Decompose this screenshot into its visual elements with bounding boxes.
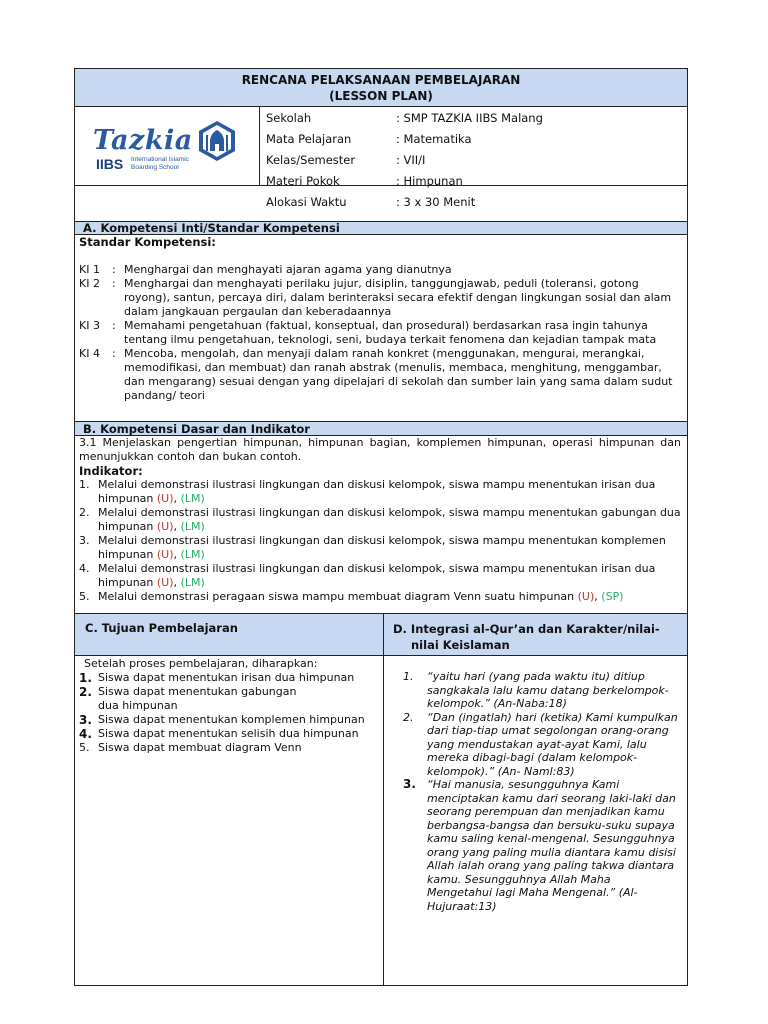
list-number: 5.	[79, 741, 90, 754]
list-item	[79, 506, 681, 534]
verse-text: “Hai manusia, sesungguhnya Kami menciptakan kamu dari seorang laki-laki dan seorang perempuan dan menjadikan kamu berbangsa-bangsa dan bersuku-suku supaya kamu saling kenal-mengenal. Sesungguhnya orang yang paling mulia diantara kamu disisi Allah ialah orang yang paling takwa diantara kamu. Sesungguhnya Allah Maha Mengetahui lagi Maha Mengenal.” (Al-Hujuraat:13)	[427, 778, 676, 913]
section-a-body	[75, 235, 687, 425]
objectives-intro: Setelah proses pembelajaran, diharapkan:	[84, 657, 318, 670]
section-c-title: C. Tujuan Pembelajaran	[85, 621, 238, 635]
lesson-plan-table	[74, 68, 688, 986]
section-cd-header	[75, 614, 687, 656]
section-d-title-line1: D. Integrasi al-Qur’an dan Karakter/nilai-	[393, 622, 660, 636]
section-d-title	[393, 621, 660, 653]
info-label: Kelas/Semester	[266, 153, 356, 167]
indicator-list	[79, 478, 681, 604]
section-cd-body	[75, 656, 687, 986]
logo-name: Tazkia	[93, 125, 193, 156]
list-item	[79, 685, 385, 713]
tag-separator: ,	[173, 548, 181, 561]
verse-text: “Dan (ingatlah) hari (ketika) Kami kumpulkan dari tiap-tiap umat segolongan orang-orang yang mendustakan ayat-ayat Kami, lalu mereka dibagi-bagi (dalam kelompok-kelompok).” (An- Naml:83)	[427, 710, 678, 778]
info-label: Sekolah	[266, 111, 312, 125]
list-item	[79, 713, 385, 727]
ki-item	[79, 319, 681, 347]
tag-sp: (SP)	[601, 590, 624, 603]
tag-u: (U)	[156, 548, 174, 561]
list-number: 4.	[79, 727, 92, 741]
tazkia-logo	[93, 125, 243, 177]
list-number: 2.	[79, 685, 92, 699]
info-value: : 3 x 30 Menit	[396, 195, 476, 209]
list-item	[79, 727, 385, 741]
ki-colon: :	[112, 277, 116, 290]
section-a-header	[75, 221, 687, 235]
list-number: 1.	[403, 670, 414, 683]
learning-objectives	[75, 656, 391, 755]
list-item	[403, 778, 679, 913]
tag-lm: (LM)	[180, 492, 205, 505]
list-number: 1.	[79, 671, 92, 685]
tag-separator: ,	[173, 576, 181, 589]
info-label: Mata Pelajaran	[266, 132, 352, 146]
objective-text: Siswa dapat membuat diagram Venn	[98, 741, 302, 754]
ki-code: KI 1	[79, 263, 100, 276]
page-title: RENCANA PELAKSANAAN PEMBELAJARAN	[241, 73, 521, 87]
ki-colon: :	[112, 263, 116, 276]
list-item	[79, 534, 681, 562]
mosque-emblem-icon	[197, 119, 237, 163]
page-subtitle: (LESSON PLAN)	[329, 89, 433, 103]
ki-colon: :	[112, 347, 116, 360]
list-item	[79, 478, 681, 506]
tag-u: (U)	[156, 520, 174, 533]
tag-lm: (LM)	[180, 548, 205, 561]
info-label: Alokasi Waktu	[266, 195, 347, 209]
section-b-header	[75, 421, 687, 436]
list-item	[79, 741, 385, 755]
list-number: 3.	[79, 713, 92, 727]
logo-cell	[75, 107, 260, 186]
ki-code: KI 4	[79, 347, 100, 360]
logo-brand: IIBS	[96, 156, 124, 172]
objective-text: Siswa dapat menentukan komplemen himpunan	[98, 713, 365, 726]
indicator-text: Melalui demonstrasi ilustrasi lingkungan dan diskusi kelompok, siswa mampu menentukan komplemen himpunan	[98, 534, 666, 561]
list-number: 3.	[403, 777, 416, 791]
section-a-title: A. Kompetensi Inti/Standar Kompetensi	[83, 221, 340, 235]
ki-colon: :	[112, 319, 116, 332]
ki-code: KI 2	[79, 277, 100, 290]
ki-item	[79, 263, 681, 277]
tag-separator: ,	[173, 520, 181, 533]
list-number: 5.	[79, 590, 90, 603]
ki-item	[79, 347, 681, 403]
list-item	[79, 671, 385, 685]
tag-u: (U)	[156, 576, 174, 589]
section-b-title: B. Kompetensi Dasar dan Indikator	[83, 422, 310, 436]
ki-text: Mencoba, mengolah, dan menyaji dalam ranah konkret (menggunakan, mengurai, merangkai, memodifikasi, dan membuat) dan ranah abstrak (menulis, membaca, menghitung, menggambar, dan mengarang) sesuai dengan yang dipelajari di sekolah dan sumber lain yang sama dalam sudut pandang/ teori	[124, 347, 673, 402]
ki-code: KI 3	[79, 319, 100, 332]
section-d-title-line2: nilai Keislaman	[411, 638, 510, 652]
tag-lm: (LM)	[180, 520, 205, 533]
objective-text: Siswa dapat menentukan gabungan dua himpunan	[98, 685, 297, 712]
list-item	[79, 562, 681, 590]
basic-competence: 3.1 Menjelaskan pengertian himpunan, himpunan bagian, komplemen himpunan, operasi himpunan dan menunjukkan contoh dan bukan contoh.	[79, 436, 681, 463]
info-value: : Matematika	[396, 132, 472, 146]
ki-text: Memahami pengetahuan (faktual, konseptual, dan prosedural) berdasarkan rasa ingin tahunya tentang ilmu pengetahuan, teknologi, seni, budaya terkait fenomena dan kejadian tampak mata	[124, 319, 657, 346]
tag-u: (U)	[577, 590, 595, 603]
indicator-label: Indikator:	[79, 464, 143, 478]
standard-competence-label: Standar Kompetensi:	[79, 235, 216, 249]
tag-u: (U)	[156, 492, 174, 505]
column-divider	[383, 614, 384, 655]
info-value: : Himpunan	[396, 174, 463, 188]
list-number: 1.	[79, 478, 90, 491]
indicator-text: Melalui demonstrasi ilustrasi lingkungan dan diskusi kelompok, siswa mampu menentukan irisan dua himpunan	[98, 562, 656, 589]
info-value: : VII/I	[396, 153, 426, 167]
tag-lm: (LM)	[180, 576, 205, 589]
school-info-row	[75, 107, 687, 209]
list-item	[403, 711, 679, 779]
logo-tagline-2: Boarding School	[131, 164, 179, 171]
objective-text: Siswa dapat menentukan irisan dua himpunan	[98, 671, 355, 684]
objective-text: Siswa dapat menentukan selisih dua himpunan	[98, 727, 359, 740]
tag-separator: ,	[173, 492, 181, 505]
indicator-text: Melalui demonstrasi ilustrasi lingkungan dan diskusi kelompok, siswa mampu menentukan irisan dua himpunan	[98, 478, 656, 505]
ki-text: Menghargai dan menghayati perilaku jujur, disiplin, tanggungjawab, peduli (toleransi, gotong royong), santun, percaya diri, dalam berinteraksi secara efektif dengan lingkungan sosial dan alam dalam jangkauan pergaulan dan keberadaannya	[124, 277, 672, 318]
indicator-text: Melalui demonstrasi ilustrasi lingkungan dan diskusi kelompok, siswa mampu menentukan gabungan dua himpunan	[98, 506, 681, 533]
info-label: Materi Pokok	[266, 174, 340, 188]
ki-item	[79, 277, 681, 319]
list-item	[403, 670, 679, 711]
verse-text: “yaitu hari (yang pada waktu itu) ditiup sangkakala lalu kamu datang berkelompok-kelompok.” (An-Naba:18)	[427, 670, 669, 710]
lesson-plan-header	[75, 69, 687, 107]
list-number: 4.	[79, 562, 90, 575]
ki-text: Menghargai dan menghayati ajaran agama yang dianutnya	[124, 263, 452, 276]
list-item	[79, 590, 681, 604]
list-number: 2.	[403, 710, 414, 724]
tag-separator: ,	[594, 590, 602, 603]
section-b-body	[75, 436, 687, 614]
indicator-text: Melalui demonstrasi peragaan siswa mampu membuat diagram Venn suatu himpunan	[98, 590, 578, 603]
logo-tagline-1: International Islamic	[131, 156, 189, 163]
quran-integration	[385, 656, 687, 913]
list-number: 2.	[79, 506, 90, 519]
info-value: : SMP TAZKIA IIBS Malang	[396, 111, 543, 125]
list-number: 3.	[79, 534, 90, 547]
